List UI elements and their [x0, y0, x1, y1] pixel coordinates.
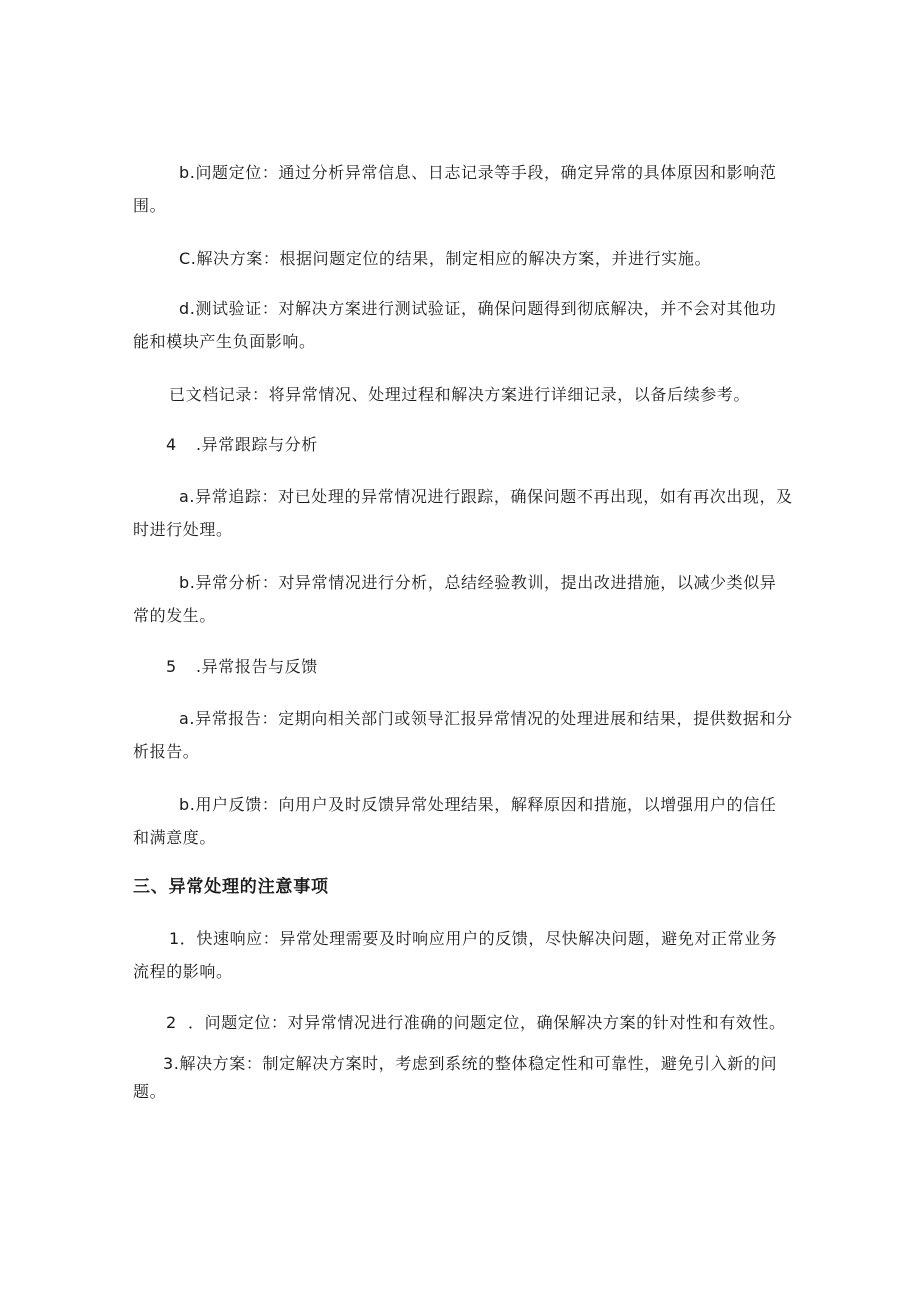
- chapter-3-heading: 三、异常处理的注意事项: [133, 877, 329, 897]
- paragraph-user-feedback: b.用户反馈：向用户及时反馈异常处理结果，解释原因和措施，以增强用户的信任和满意度。: [133, 795, 777, 847]
- paragraph-solution: C.解决方案：根据问题定位的结果，制定相应的解决方案，并进行实施。: [179, 249, 712, 268]
- section-4-number: 4: [166, 435, 177, 454]
- section-5-title: .异常报告与反馈: [196, 657, 318, 676]
- section-4-title: .异常跟踪与分析: [196, 435, 318, 454]
- paragraph-exception-tracking: a.异常追踪：对已处理的异常情况进行跟踪，确保问题不再出现，如有再次出现，及时进行处理。: [133, 487, 793, 539]
- paragraph-exception-report: a.异常报告：定期向相关部门或领导汇报异常情况的处理进展和结果，提供数据和分析报告。: [133, 709, 793, 761]
- section-5-number: 5: [166, 657, 177, 676]
- section-4-heading: [166, 430, 318, 460]
- paragraph-test-verification: d.测试验证：对解决方案进行测试验证，确保问题得到彻底解决，并不会对其他功能和模块产生负面影响。: [133, 299, 777, 351]
- item-solution-plan: 3.解决方案：制定解决方案时，考虑到系统的整体稳定性和可靠性，避免引入新的问题。: [133, 1054, 778, 1101]
- paragraph-documentation: 已文档记录：将异常情况、处理过程和解决方案进行详细记录，以备后续参考。: [169, 385, 751, 404]
- item-quick-response: 1．快速响应：异常处理需要及时响应用户的反馈，尽快解决问题，避免对正常业务流程的影响。: [133, 929, 778, 981]
- item-2-number: 2: [166, 1013, 177, 1032]
- paragraph-exception-analysis: b.异常分析：对异常情况进行分析，总结经验教训，提出改进措施，以减少类似异常的发生。: [133, 573, 777, 625]
- section-5-heading: [166, 652, 318, 682]
- item-problem-locating: [166, 1008, 786, 1038]
- item-2-text: ．问题定位：对异常情况进行准确的问题定位，确保解决方案的针对性和有效性。: [188, 1013, 786, 1032]
- paragraph-problem-locating: b.问题定位：通过分析异常信息、日志记录等手段，确定异常的具体原因和影响范围。: [133, 163, 777, 215]
